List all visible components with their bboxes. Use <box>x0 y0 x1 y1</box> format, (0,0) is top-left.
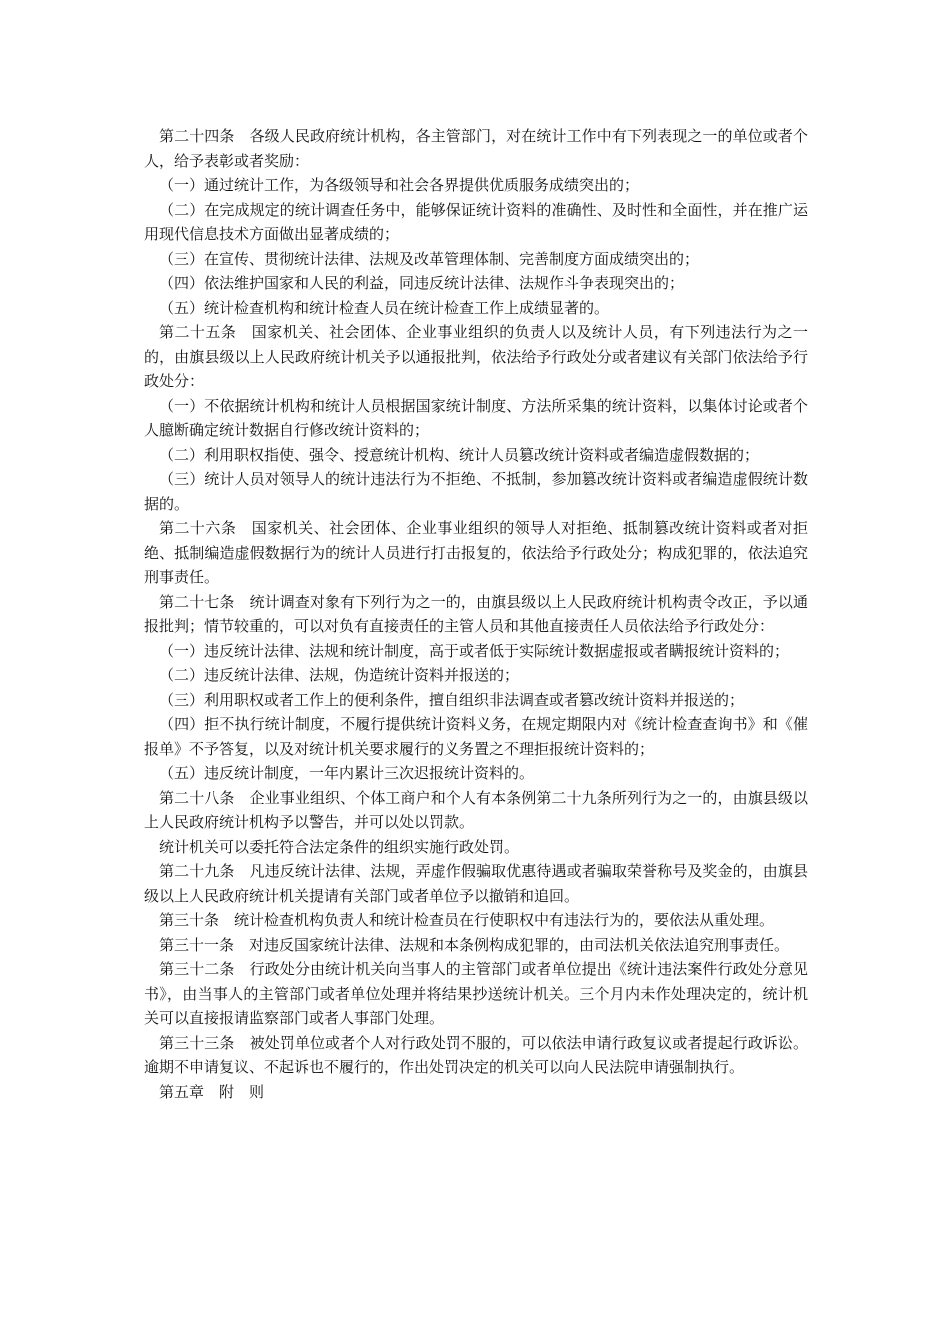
article-24: 第二十四条 各级人民政府统计机构，各主管部门，对在统计工作中有下列表现之一的单位或者个人，给予表彰或者奖励： <box>144 127 808 170</box>
article-26: 第二十六条 国家机关、社会团体、企业事业组织的领导人对拒绝、抵制篡改统计资料或者对拒绝、抵制编造虚假数据行为的统计人员进行打击报复的，依法给予行政处分；构成犯罪的，依法追究刑事责任。 <box>144 519 808 586</box>
article-24-item-5: （五）统计检查机构和统计检查人员在统计检查工作上成绩显著的。 <box>159 298 610 317</box>
article-24-item-2: （二）在完成规定的统计调查任务中，能够保证统计资料的准确性、及时性和全面性，并在推广运用现代信息技术方面做出显著成绩的； <box>144 200 808 243</box>
article-31: 第三十一条 对违反国家统计法律、法规和本条例构成犯罪的，由司法机关依法追究刑事责任。 <box>159 935 790 954</box>
article-25-item-2: （二）利用职权指使、强令、授意统计机构、统计人员篡改统计资料或者编造虚假数据的； <box>159 445 760 464</box>
article-33: 第三十三条 被处罚单位或者个人对行政处罚不服的，可以依法申请行政复议或者提起行政诉讼。逾期不申请复议、不起诉也不履行的，作出处罚决定的机关可以向人民法院申请强制执行。 <box>144 1033 808 1076</box>
article-25-item-3: （三）统计人员对领导人的统计违法行为不拒绝、不抵制，参加篡改统计资料或者编造虚假统计数据的。 <box>144 470 808 513</box>
article-27-item-4: （四）拒不执行统计制度，不履行提供统计资料义务，在规定期限内对《统计检查查询书》和《催报单》不予答复，以及对统计机关要求履行的义务置之不理拒报统计资料的； <box>144 715 808 758</box>
chapter-5-heading: 第五章 附 则 <box>159 1082 265 1101</box>
article-27-item-3: （三）利用职权或者工作上的便利条件，擅自组织非法调查或者篡改统计资料并报送的； <box>159 690 745 709</box>
article-32: 第三十二条 行政处分由统计机关向当事人的主管部门或者单位提出《统计违法案件行政处分意见书》，由当事人的主管部门或者单位处理并将结果抄送统计机关。三个月内未作处理决定的，统计机关可以直接报请监察部门或者人事部门处理。 <box>144 960 808 1027</box>
article-27-item-2: （二）违反统计法律、法规，伪造统计资料并报送的； <box>159 666 520 684</box>
article-24-item-4: （四）依法维护国家和人民的利益，同违反统计法律、法规作斗争表现突出的； <box>159 274 685 292</box>
article-25: 第二十五条 国家机关、社会团体、企业事业组织的负责人以及统计人员，有下列违法行为之一的，由旗县级以上人民政府统计机关予以通报批判，依法给予行政处分或者建议有关部门依法给予行政处分： <box>144 323 808 390</box>
article-27: 第二十七条 统计调查对象有下列行为之一的，由旗县级以上人民政府统计机构责令改正，予以通报批判；情节较重的，可以对负有直接责任的主管人员和其他直接责任人员依法给予行政处分： <box>144 592 808 635</box>
article-27-item-5: （五）违反统计制度，一年内累计三次迟报统计资料的。 <box>159 764 535 782</box>
article-27-item-1: （一）违反统计法律、法规和统计制度，高于或者低于实际统计数据虚报或者瞒报统计资料的； <box>159 641 790 660</box>
article-24-item-3: （三）在宣传、贯彻统计法律、法规及改革管理体制、完善制度方面成绩突出的； <box>159 249 700 268</box>
article-28: 第二十八条 企业事业组织、个体工商户和个人有本条例第二十九条所列行为之一的，由旗县级以上人民政府统计机构予以警告，并可以处以罚款。 <box>144 788 808 831</box>
article-28-clause-2: 统计机关可以委托符合法定条件的组织实施行政处罚。 <box>159 837 520 856</box>
article-24-item-1: （一）通过统计工作，为各级领导和社会各界提供优质服务成绩突出的； <box>159 176 640 194</box>
article-29: 第二十九条 凡违反统计法律、法规，弄虚作假骗取优惠待遇或者骗取荣誉称号及奖金的，由旗县级以上人民政府统计机关提请有关部门或者单位予以撤销和追回。 <box>144 862 808 905</box>
document-body <box>144 124 808 1104</box>
article-30: 第三十条 统计检查机构负责人和统计检查员在行使职权中有违法行为的，要依法从重处理。 <box>159 911 775 929</box>
article-25-item-1: （一）不依据统计机构和统计人员根据国家统计制度、方法所采集的统计资料，以集体讨论或者个人臆断确定统计数据自行修改统计资料的； <box>144 396 808 439</box>
